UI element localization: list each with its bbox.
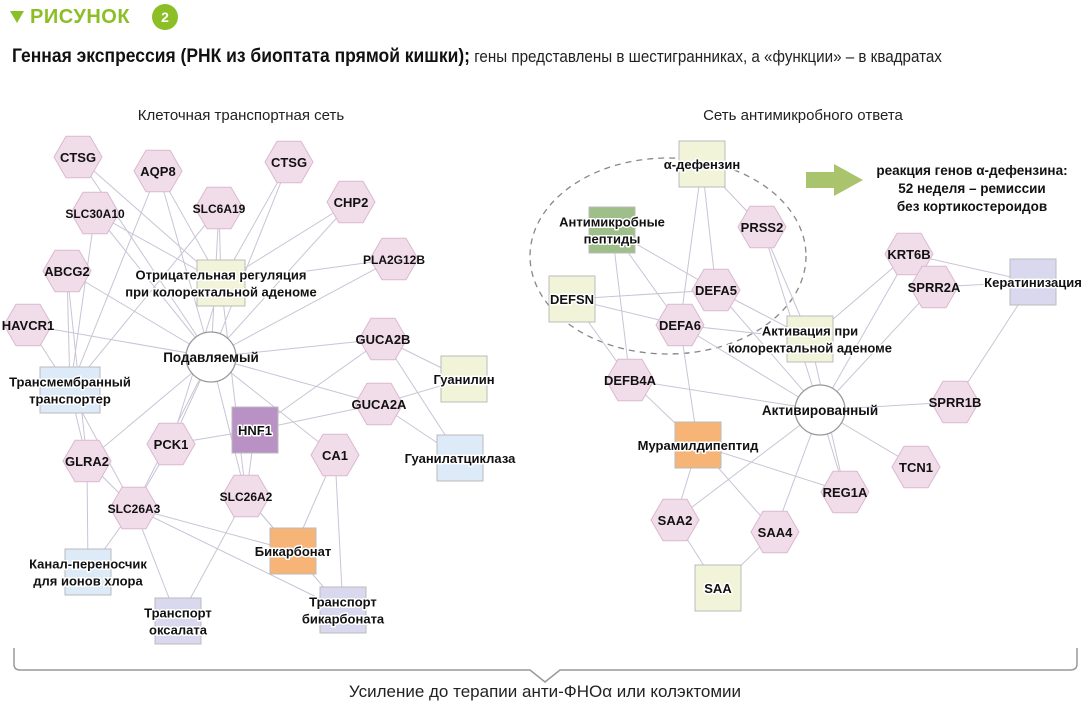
gene-label: AQP8 — [140, 164, 176, 179]
gene-label: SAA4 — [757, 525, 793, 540]
gene-label: PLA2G12B — [362, 253, 426, 267]
gene-label: TCN1 — [899, 460, 933, 475]
function-node[interactable] — [638, 422, 759, 468]
function-label: оксалата — [149, 622, 207, 638]
function-node[interactable] — [695, 565, 741, 611]
function-label: при колоректальной аденоме — [125, 284, 317, 300]
gene-label: ABCG2 — [44, 264, 90, 279]
gene-label: SLC26A3 — [107, 502, 161, 516]
gene-node[interactable] — [929, 381, 982, 423]
center-node-activated[interactable] — [762, 385, 878, 435]
function-node[interactable] — [125, 260, 316, 306]
gene-node[interactable] — [2, 304, 55, 346]
gene-label: GUCA2A — [351, 397, 407, 412]
function-label: α-дефензин — [663, 157, 741, 172]
gene-label: CTSG — [270, 155, 308, 170]
gene-node[interactable] — [147, 423, 195, 465]
function-label: DEFSN — [549, 292, 595, 307]
center-label: Активированный — [761, 403, 879, 418]
function-node[interactable] — [549, 276, 595, 322]
function-label: HNF1 — [238, 423, 272, 438]
function-label: колоректальной аденоме — [727, 340, 893, 356]
gene-node[interactable] — [892, 446, 940, 488]
gene-label: SAA2 — [657, 513, 693, 528]
gene-label: GLRA2 — [64, 454, 110, 469]
function-node[interactable] — [9, 367, 131, 413]
gene-node[interactable] — [193, 187, 246, 229]
function-node[interactable] — [144, 598, 212, 644]
annotation-line: реакция генов α-дефензина: — [876, 163, 1068, 178]
gene-label: GUCA2B — [355, 332, 411, 347]
function-node[interactable] — [232, 407, 278, 453]
function-label: Гуанилин — [433, 372, 495, 387]
gene-node[interactable] — [220, 475, 273, 517]
arrow-right-icon — [806, 164, 863, 196]
gene-label: REG1A — [822, 485, 868, 500]
gene-node[interactable] — [356, 318, 411, 360]
gene-node[interactable] — [651, 499, 699, 541]
bottom-caption: Усиление до терапии анти-ФНОα или колэктомии — [348, 682, 742, 701]
gene-label: SLC6A19 — [192, 202, 246, 216]
bottom-bracket — [14, 648, 1077, 682]
gene-label: SLC30A10 — [65, 207, 125, 221]
function-label: транспортер — [29, 391, 111, 407]
function-node[interactable] — [559, 207, 665, 253]
function-label: пептиды — [583, 231, 641, 247]
function-label: Кератинизация — [984, 275, 1082, 290]
function-node[interactable] — [255, 528, 331, 574]
gene-node[interactable] — [751, 511, 799, 553]
function-node[interactable] — [405, 435, 516, 481]
function-label: Гуанилатциклаза — [404, 451, 516, 466]
figure-title-bold: Генная экспрессия (РНК из биоптата прямой кишки); — [12, 46, 471, 67]
figure-title-rest: гены представлены в шестигранниках, а «функции» – в квадратах — [470, 48, 942, 66]
function-node[interactable] — [664, 141, 740, 187]
function-label: Активация при — [761, 323, 859, 339]
function-label: Транспорт — [144, 605, 212, 621]
center-label: Подавляемый — [163, 350, 259, 365]
gene-node[interactable] — [738, 206, 786, 248]
function-node[interactable] — [433, 356, 494, 402]
gene-label: CTSG — [59, 150, 97, 165]
gene-label: SLC26A2 — [219, 490, 273, 504]
figure-number-badge: 2 — [152, 4, 178, 30]
gene-node[interactable] — [65, 192, 125, 234]
gene-label: KRT6B — [887, 247, 931, 262]
function-node[interactable] — [984, 259, 1082, 305]
gene-node[interactable] — [43, 250, 91, 292]
annotation-line: 52 неделя – ремиссии — [898, 181, 1046, 196]
function-label: Трансмембранный — [9, 374, 131, 390]
gene-node[interactable] — [692, 269, 740, 311]
gene-node[interactable] — [656, 304, 704, 346]
function-label: Мурамилдипептид — [637, 438, 759, 453]
function-node[interactable] — [302, 587, 385, 633]
gene-node[interactable] — [821, 471, 869, 513]
annotation-line: без кортикостероидов — [896, 199, 1048, 214]
gene-node[interactable] — [265, 141, 313, 183]
left-network-title: Клеточная транспортная сеть — [137, 107, 345, 124]
edges — [28, 157, 1033, 621]
gene-label: DEFA6 — [659, 318, 701, 333]
network-edge — [67, 271, 87, 461]
function-label: SAA — [704, 581, 732, 596]
gene-node[interactable] — [108, 487, 161, 529]
gene-node[interactable] — [134, 150, 182, 192]
function-label: Антимикробные — [559, 214, 665, 230]
function-node[interactable] — [29, 549, 147, 595]
gene-label: PCK1 — [153, 437, 189, 452]
gene-label: SPRR1B — [928, 395, 982, 410]
gene-label: CHP2 — [333, 195, 369, 210]
gene-label: HAVCR1 — [1, 318, 55, 333]
function-label: бикарбоната — [301, 611, 385, 627]
gene-node[interactable] — [352, 383, 408, 425]
gene-node[interactable] — [311, 434, 359, 476]
function-label: Канал-переносчик — [29, 556, 147, 572]
function-label: для ионов хлора — [33, 573, 143, 589]
function-label: Транспорт — [309, 594, 377, 610]
network-edge — [221, 283, 246, 496]
function-node[interactable] — [728, 316, 892, 362]
gene-label: DEFA5 — [695, 283, 737, 298]
figure-word: РИСУНОК — [30, 5, 131, 28]
function-label: Бикарбонат — [254, 544, 332, 559]
gene-node[interactable] — [604, 359, 657, 401]
gene-label: CA1 — [321, 448, 349, 463]
gene-label: PRSS2 — [740, 220, 784, 235]
function-label: Отрицательная регуляция — [135, 267, 307, 283]
gene-node[interactable] — [327, 181, 375, 223]
gene-label: DEFB4A — [603, 373, 657, 388]
gene-label: SPRR2A — [907, 280, 961, 295]
gene-node[interactable] — [363, 238, 425, 280]
right-network-title: Сеть антимикробного ответа — [703, 107, 903, 124]
decorations — [14, 107, 1077, 682]
